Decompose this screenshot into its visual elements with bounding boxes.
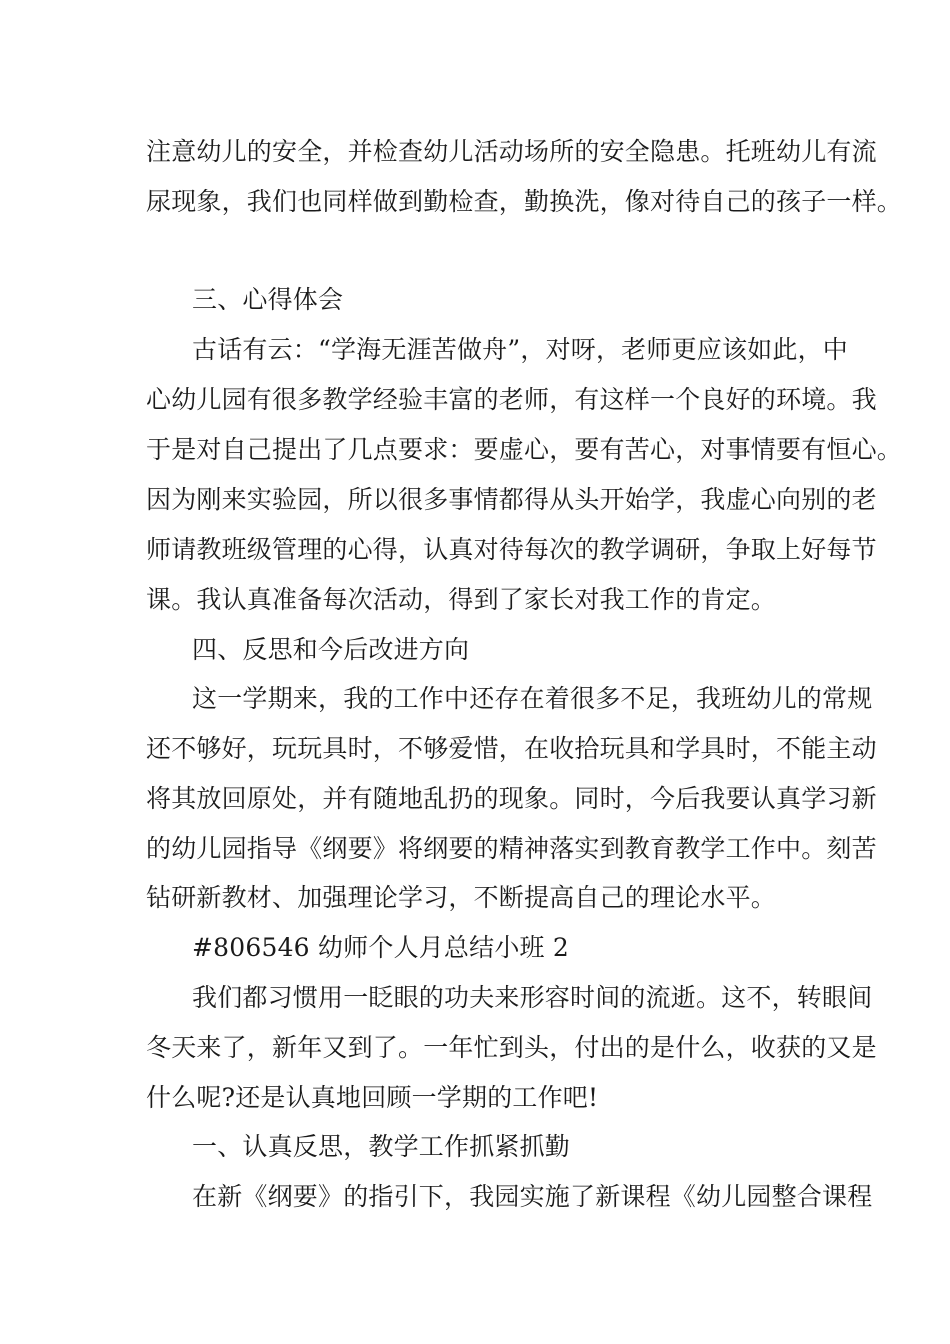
section-heading: 三、心得体会 (192, 285, 344, 314)
body-text-line: 什么呢?还是认真地回顾一学期的工作吧! (146, 1083, 599, 1112)
body-text-line: 的幼儿园指导《纲要》将纲要的精神落实到教育教学工作中。刻苦 (146, 834, 877, 863)
body-text-line: 因为刚来实验园，所以很多事情都得从头开始学，我虚心向别的老 (146, 485, 877, 514)
section-heading: 一、认真反思，教学工作抓紧抓勤 (192, 1132, 571, 1161)
body-text-line: 这一学期来，我的工作中还存在着很多不足，我班幼儿的常规 (192, 684, 873, 713)
body-text-line: 古话有云：“学海无涯苦做舟”，对呀，老师更应该如此，中 (192, 335, 848, 364)
body-text-line: 我们都习惯用一眨眼的功夫来形容时间的流逝。这不，转眼间 (192, 983, 873, 1012)
body-text-line: 在新《纲要》的指引下，我园实施了新课程《幼儿园整合课程 (192, 1182, 873, 1211)
body-text-line: 师请教班级管理的心得，认真对待每次的教学调研，争取上好每节 (146, 535, 877, 564)
body-text-line: 于是对自己提出了几点要求：要虚心，要有苦心，对事情要有恒心。 (146, 435, 903, 464)
body-text-line: 心幼儿园有很多教学经验丰富的老师，有这样一个良好的环境。我 (146, 385, 877, 414)
body-text-line: 注意幼儿的安全，并检查幼儿活动场所的安全隐患。托班幼儿有流 (146, 137, 877, 166)
body-text-line: 课。我认真准备每次活动，得到了家长对我工作的肯定。 (146, 585, 777, 614)
body-text-line: 尿现象，我们也同样做到勤检查，勤换洗，像对待自己的孩子一样。 (146, 187, 903, 216)
section-heading: 四、反思和今后改进方向 (192, 635, 470, 664)
document-subtitle: #806546 幼师个人月总结小班 2 (192, 933, 569, 962)
body-text-line: 将其放回原处，并有随地乱扔的现象。同时，今后我要认真学习新 (146, 784, 877, 813)
body-text-line: 冬天来了，新年又到了。一年忙到头，付出的是什么，收获的又是 (146, 1033, 877, 1062)
body-text-line: 还不够好，玩玩具时，不够爱惜，在收拾玩具和学具时，不能主动 (146, 734, 877, 763)
body-text-line: 钻研新教材、加强理论学习，不断提高自己的理论水平。 (146, 883, 777, 912)
